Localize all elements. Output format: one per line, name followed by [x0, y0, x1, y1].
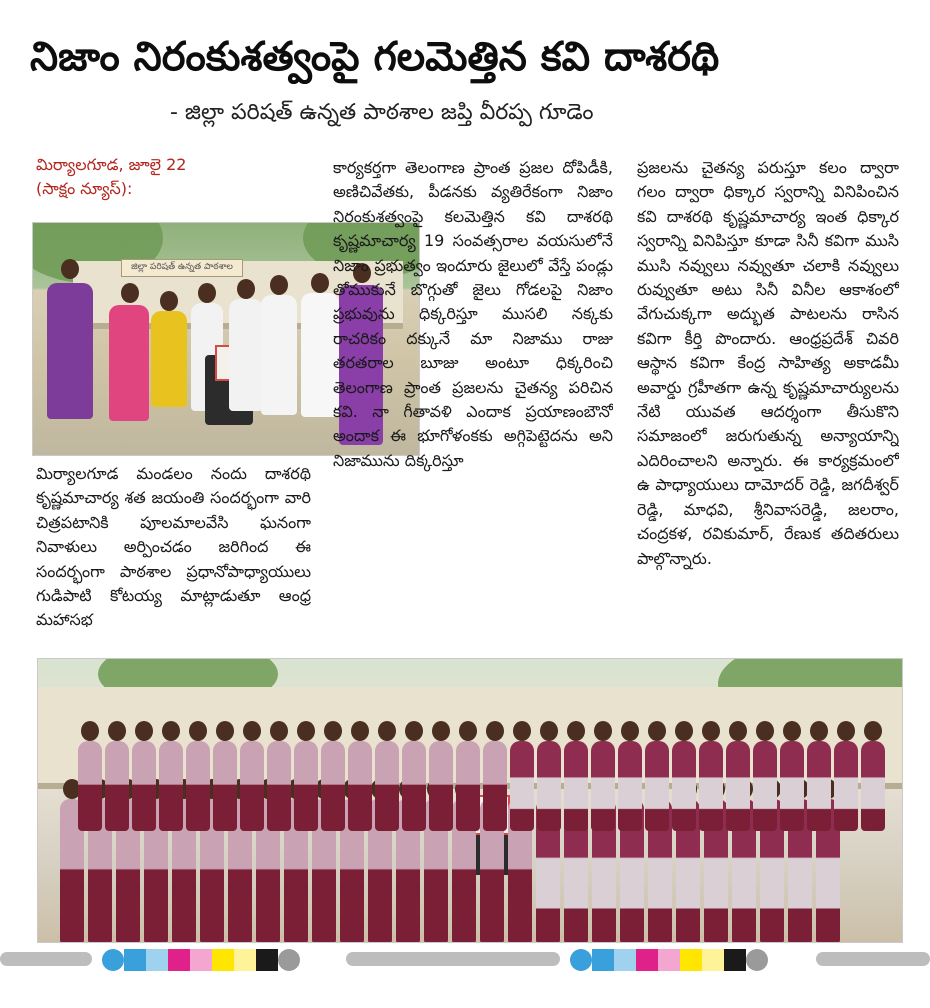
student-head: [648, 721, 666, 741]
student-head: [108, 721, 126, 741]
student-head: [567, 721, 585, 741]
person-head: [237, 279, 255, 299]
student-head: [837, 721, 855, 741]
dateline: మిర్యాలగూడ, జూలై 22 (సాక్షం న్యూస్):: [36, 155, 187, 198]
light-cyan-swatch: [614, 949, 636, 971]
student-head: [351, 721, 369, 741]
registration-rail: [816, 952, 930, 966]
yellow-swatch: [212, 949, 234, 971]
headline: నిజాం నిరంకుశత్వంపై గలమెత్తిన కవి దాశరథి: [30, 34, 720, 80]
student-head: [729, 721, 747, 741]
student-head: [270, 721, 288, 741]
student-head: [594, 721, 612, 741]
boy-student: [375, 741, 399, 831]
person-head: [270, 275, 288, 295]
student-head: [378, 721, 396, 741]
light-magenta-swatch: [190, 949, 212, 971]
light-yellow-swatch: [702, 949, 724, 971]
boy-student: [186, 741, 210, 831]
girl-student: [591, 741, 615, 831]
girl-student: [672, 741, 696, 831]
person: [261, 295, 297, 415]
light-magenta-swatch: [658, 949, 680, 971]
article-column-3: ప్రజలను చైతన్య పరుస్తూ కలం ద్వారా గలం ద్వారా ధిక్కార స్వరాన్ని వినిపించిన కవి దాశరథి కృష్ణమాచార్య ఇంత ధిక్కార స్వరాన్ని వినిపిస్తూ కూడా సినీ కవిగా ముసి ముసి నవ్వులు నవ్వుతూ చలాకి నవ్వులు రువ్వుతూ అటు సినీ వినీల ఆకాశంలో వేగుచుక్కగా అద్భుత పాటలను రాసిన కవిగా కీర్తి పొందారు. ఆంధ్రప్రదేశ్ చివరి ఆస్థాన కవిగా కేంద్ర సాహిత్య అకాడమీ అవార్డు గ్రహీతగా ఉన్న కృష్ణమాచార్యులను నేటి యువత ఆదర్శంగా తీసుకొని సమాజంలో జరుగుతున్న అన్యాయాన్ని ఎదిరించాలని అన్నారు. ఈ కార్యక్రమంలో ఉ పాధ్యాయులు దామోదర్ రెడ్డి, జగదీశ్వర్ రెడ్డి, మాధవి, శ్రీనివాసరెడ్డి, జలరాం, చంద్రకళ, రవికుమార్, రేణుక తదితరులు పాల్గొన్నారు.: [637, 158, 899, 568]
student-head: [135, 721, 153, 741]
student-head: [324, 721, 342, 741]
girl-student: [645, 741, 669, 831]
yellow-swatch: [680, 949, 702, 971]
boy-student: [456, 741, 480, 831]
person: [47, 283, 93, 419]
black-swatch: [724, 949, 746, 971]
student-head: [702, 721, 720, 741]
person: [151, 311, 187, 407]
registration-rail: [0, 952, 92, 966]
magenta-swatch: [636, 949, 658, 971]
person-head: [121, 283, 139, 303]
girl-student: [780, 741, 804, 831]
boy-student: [132, 741, 156, 831]
person-head: [160, 291, 178, 311]
grey-swatch: [278, 949, 300, 971]
girl-student: [564, 741, 588, 831]
girl-student: [537, 741, 561, 831]
boy-student: [348, 741, 372, 831]
boy-student: [294, 741, 318, 831]
light-cyan-swatch: [146, 949, 168, 971]
student-head: [162, 721, 180, 741]
student-head: [459, 721, 477, 741]
black-swatch: [256, 949, 278, 971]
magenta-swatch: [168, 949, 190, 971]
student-head: [243, 721, 261, 741]
subheadline: - జిల్లా పరిషత్ ఉన్నత పాఠశాల జప్తి వీరప్ప గూడెం: [170, 100, 594, 125]
girl-student: [807, 741, 831, 831]
boy-student: [402, 741, 426, 831]
person-head: [311, 273, 329, 293]
person: [229, 299, 263, 411]
girl-student: [510, 741, 534, 831]
page-margin: [0, 984, 930, 1008]
girl-student: [861, 741, 885, 831]
cyan-swatch: [124, 949, 146, 971]
boy-student: [240, 741, 264, 831]
boy-student: [267, 741, 291, 831]
students-group-photo: [37, 658, 903, 943]
girl-student: [753, 741, 777, 831]
article-column-2: కార్యకర్తగా తెలంగాణ ప్రాంత ప్రజల దోపిడీకి, అణిచివేతకు, పీడనకు వ్యతిరేకంగా నిజాం నిరంకుశత్వంపై కలమెత్తిన కవి దాశరథి కృష్ణమాచార్య 19 సంవత్సరాల వయసులోనే నిజాం ప్రభుత్వం ఇందూరు జైలులో వేస్తే పండ్లు తోముకునే బొగ్గుతో జైలు గోడలపై నిజాం ప్రభువును ధిక్కరిస్తూ ముసలి నక్కకు రాచరికం దక్కునే మా నిజాము రాజు తరతరాల బూజు అంటూ ధిక్కరించి తెలంగాణ ప్రాంత ప్రజలను చైతన్య పరిచిన కవి. నా గీతావళి ఎందాక ప్రయాణంబౌనో అందాక ఈ భూగోళంకకు అగ్గిపెట్టెదను అని నిజామును దిక్కరిస్తూ: [333, 158, 613, 470]
student-head: [675, 721, 693, 741]
boy-student: [321, 741, 345, 831]
boy-student: [105, 741, 129, 831]
light-yellow-swatch: [234, 949, 256, 971]
student-head: [810, 721, 828, 741]
student-head: [432, 721, 450, 741]
student-head: [540, 721, 558, 741]
person-head: [198, 283, 216, 303]
girl-student: [726, 741, 750, 831]
girl-student: [834, 741, 858, 831]
student-head: [216, 721, 234, 741]
boy-student: [429, 741, 453, 831]
student-head: [864, 721, 882, 741]
boy-student: [213, 741, 237, 831]
student-head: [297, 721, 315, 741]
boy-student: [483, 741, 507, 831]
person: [109, 305, 149, 421]
cyan-swatch: [592, 949, 614, 971]
student-head: [486, 721, 504, 741]
boy-student: [159, 741, 183, 831]
girl-student: [699, 741, 723, 831]
boy-student: [78, 741, 102, 831]
student-head: [621, 721, 639, 741]
student-head: [189, 721, 207, 741]
cyan-swatch: [102, 949, 124, 971]
student-head: [81, 721, 99, 741]
school-signboard: జిల్లా పరిషత్ ఉన్నత పాఠశాల: [121, 259, 243, 277]
student-head: [756, 721, 774, 741]
print-registration-bar: [0, 944, 930, 984]
article-column-1: మిర్యాలగూడ మండలం నందు దాశరథి కృష్ణమాచార్య శత జయంతి సందర్భంగా వారి చిత్రపటానికి పూలమాలవేసి ఘనంగా నివాళులు అర్పించడం జరిగింద ఈ సందర్భంగా పాఠశాల ప్రధానోపాధ్యాయులు గుడిపాటి కోటయ్య మాట్లాడుతూ ఆంధ్ర మహాసభ: [36, 464, 311, 630]
grey-swatch: [746, 949, 768, 971]
registration-rail: [346, 952, 560, 966]
student-head: [783, 721, 801, 741]
student-head: [405, 721, 423, 741]
girl-student: [618, 741, 642, 831]
cyan-swatch: [570, 949, 592, 971]
student-head: [513, 721, 531, 741]
person-head: [61, 259, 79, 279]
